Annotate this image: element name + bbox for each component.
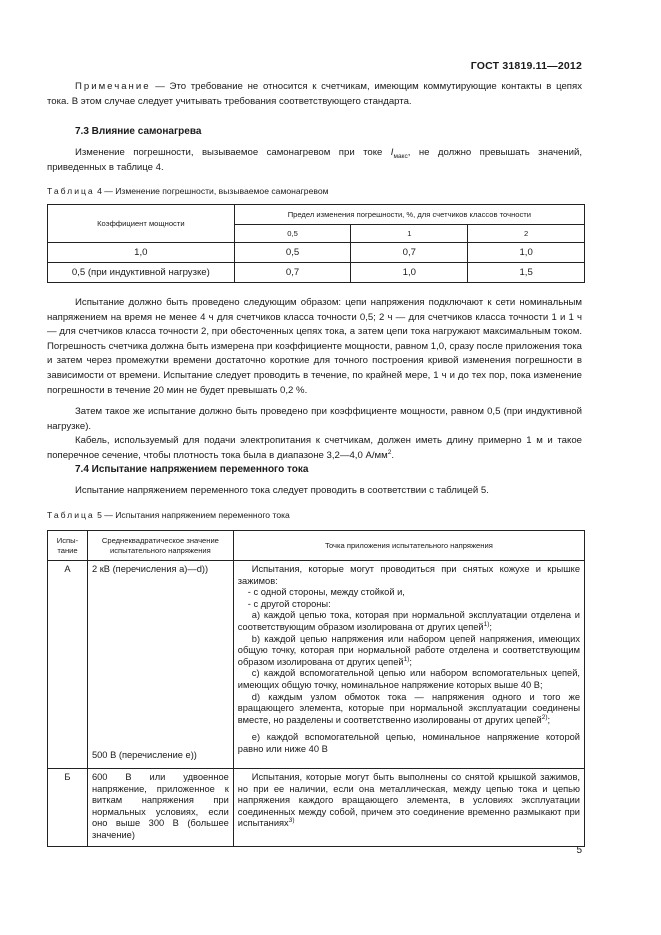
table-5-header-point: Точка приложения испытательного напряжения — [233, 531, 584, 561]
section-7-4-paragraph: Испытание напряжением переменного тока следует проводить в соответствии с таблицей 5. — [75, 485, 489, 496]
table-4-class: 0,5 — [234, 225, 351, 243]
item-c: с) каждой вспомогательной цепью или набором вспомогательных цепей, имеющих общую точку, номинальное напряжение которых выше 40 В; — [237, 668, 580, 690]
table-row: 0,5 (при индуктивной нагрузке) 0,7 1,0 1,5 — [48, 263, 585, 283]
table-4-header-group: Предел изменения погрешности, %, для счетчиков классов точности — [234, 205, 584, 225]
table-5-header-voltage: Среднеквадратическое значение испытательного напряжения — [87, 531, 233, 561]
table-row: 1,0 0,5 0,7 1,0 — [48, 243, 585, 263]
note-text: — Это требование не относится к счетчикам, имеющим коммутирующие контакты в цепях тока. В этом случае следует учитывать требования соответствующего стандарта. — [47, 81, 582, 107]
table-4-class: 1 — [351, 225, 468, 243]
page-number: 5 — [576, 845, 582, 856]
section-7-3-title: 7.3 Влияние самонагрева — [75, 126, 202, 137]
table-4-class: 2 — [468, 225, 585, 243]
item-b: b) каждой цепью напряжения или набором цепей напряжения, имеющих общую точку, которая при нормальной работе отделена и соответствующим образом изолирована от других цепей$^{1)}$; — [237, 633, 580, 667]
table-row: А 2 кВ (перечисления а)—d)) 500 В (перечисление е)) Испытания, которые могут проводиться при снятых кожухе и крышке зажимов: - с одной стороны, между стойкой и, - с другой стороны: а) каждой цепью тока, которая при нормальной эксплуатации отделена и соответствующим образом изолирована от других цепей$^{1)}$; b) каждой цепью напряжения или набором цепей напряжения, имеющих общую точку, которая при нормальной работе отделена и соответствующим образом изолирована от других цепей$^{1)}$; с) каждой вспомогательной цепью или набором вспомогательных цепей, имеющих общую точку, номинальное напряжение которых выше 40 В; d) каждым узлом обмоток тока — напряжения одного и того же вращающего элемента, которые при нормальной эксплуатации соединены вместе, но разделены и соответственно изолированы от других цепей$^{2)}$; е) каждой вспомогательной цепью, номинальное напряжение которой равно или ниже 40 В — [48, 561, 585, 769]
test-paragraph-3: Кабель, используемый для подачи электропитания к счетчикам, должен иметь длину примерно 1 м и такое поперечное сечение, чтобы плотность тока была в диапазоне 3,2—4,0 $А/мм^2$. — [47, 435, 582, 461]
table-4 — [47, 204, 585, 283]
table-5-header-test: Испы-тание — [48, 531, 88, 561]
test-paragraph-2: Затем такое же испытание должно быть проведено при коэффициенте мощности, равном 0,5 (при индуктивной нагрузке). — [47, 406, 582, 432]
table-row: Б 600 В или удвоенное напряжение, приложенное к виткам напряжения при нормальных условиях, если оно выше 300 В (большее значение) Испытания, которые могут быть выполнены со снятой крышкой зажимов, но при ее наличии, если она металлическая, между цепью тока и цепью напряжения каждого вращающего элемента, в условиях эксплуатации соединенных между собой, причем это соединение временно размыкают при испытаниях$^{3)}$ — [48, 769, 585, 847]
table-5 — [47, 530, 585, 847]
standard-header: ГОСТ 31819.11—2012 — [470, 60, 582, 72]
item-a: а) каждой цепью тока, которая при нормальной эксплуатации отделена и соответствующим образом изолирована от других цепей$^{1)}$; — [237, 610, 580, 632]
item-e: е) каждой вспомогательной цепью, номинальное напряжение которой равно или ниже 40 В — [237, 732, 580, 754]
section-7-3-paragraph: Изменение погрешности, вызываемое самонагревом при токе $I_{макс}$, не должно превышать значений, приведенных в таблице 4. — [47, 147, 583, 173]
note-label: Примечание — [75, 81, 151, 92]
test-paragraph-1: Испытание должно быть проведено следующим образом: цепи напряжения подключают к сети номинальным напряжением на время не менее 4 ч для счетчиков класса точности 0,5; 2 ч — для счетчиков класса точности 1 и 1 ч — для счетчиков класса точности 2, при обесточенных цепях тока, а затем цепи тока нагружают максимальным током. Погрешность счетчика должна быть измерена при коэффициенте мощности, равном 1,0, сразу после приложения тока и затем через промежутки времени достаточно короткие для точного построения кривой изменения погрешности в зависимости от времени. Испытание следует проводить в течение, по крайней мере, 1 ч и до тех пор, пока изменение погрешности в течение 20 мин не будет превышать 0,2 %. — [47, 297, 582, 396]
voltage-500v: 500 В (перечисление е)) — [91, 750, 197, 761]
item-d: d) каждым узлом обмоток тока — напряжения одного и того же вращающего элемента, которые при нормальной эксплуатации соединены вместе, но разделены и соответственно изолированы от других цепей$^{2)}$; — [237, 691, 580, 725]
table-4-header-power-factor: Коэффициент мощности — [48, 205, 235, 243]
table-4-caption: Таблица 4 — Изменение погрешности, вызываемое самонагревом — [47, 186, 329, 196]
section-7-4-title: 7.4 Испытание напряжением переменного тока — [75, 464, 309, 475]
voltage-2kv: 2 кВ (перечисления а)—d)) — [91, 564, 209, 574]
note-paragraph — [47, 80, 582, 109]
table-5-caption: Таблица 5 — Испытания напряжением переменного тока — [47, 510, 290, 520]
